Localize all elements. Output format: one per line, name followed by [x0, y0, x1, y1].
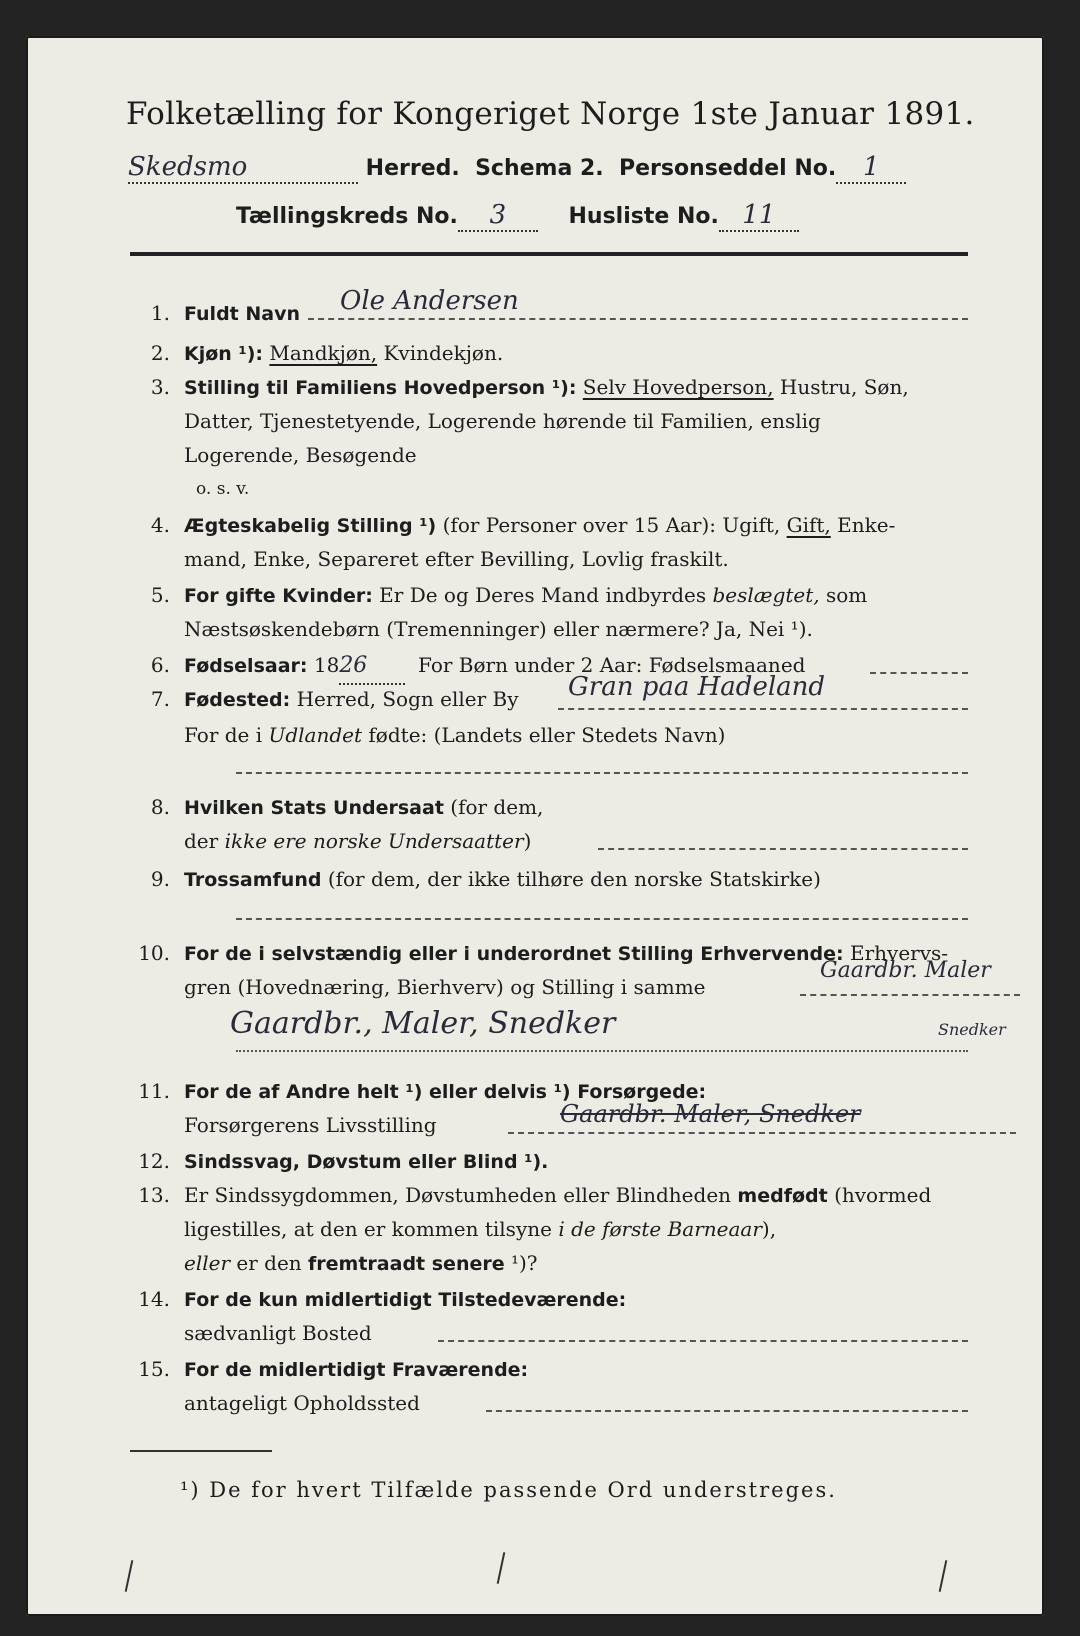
- item-number: 1.: [150, 301, 170, 325]
- occupation-text: Erhvervs-: [850, 941, 949, 965]
- birth-year-prefix: 18: [313, 653, 340, 677]
- gender-male-selected: Mandkjøn,: [269, 341, 378, 365]
- q5-text-2: som: [826, 583, 868, 607]
- occupation-fill-2: [236, 1050, 968, 1052]
- birth-year-value: 26: [339, 649, 405, 685]
- q13-later: fremtraadt senere: [308, 1253, 505, 1275]
- position-options-2: Datter, Tjenestetyende, Logerende hørende til Familien, enslig: [184, 409, 821, 433]
- kreds-line: [236, 200, 799, 232]
- occupation-line2: gren (Hovednæring, Bierhverv) og Stilling i samme: [184, 975, 706, 999]
- item-number: 11.: [138, 1079, 170, 1103]
- personseddel-label: Personseddel No.: [618, 156, 837, 181]
- item-label: Ægteskabelig Stilling ¹): [184, 515, 437, 537]
- herred-value: Skedsmo: [128, 152, 358, 184]
- birthplace-value: Gran paa Hadeland: [568, 672, 826, 702]
- q13-em: i de første Barneaar: [558, 1217, 762, 1241]
- item-label: For de kun midlertidigt Tilstedeværende:: [184, 1289, 627, 1311]
- abode-label: antageligt Opholdssted: [184, 1391, 420, 1415]
- position-selected: Selv Hovedperson,: [582, 375, 774, 399]
- citizenship-text: (for dem,: [450, 795, 544, 819]
- item-label: Kjøn ¹):: [184, 343, 264, 365]
- birth-month-label: For Børn under 2 Aar: Fødselsmaaned: [418, 653, 806, 677]
- item-label: For de af Andre helt ¹) eller delvis ¹) Forsørgede:: [184, 1081, 707, 1103]
- religion-text: (for dem, der ikke tilhøre den norske Statskirke): [327, 867, 821, 891]
- q13-c: er den: [236, 1251, 302, 1275]
- item-label: Stilling til Familiens Hovedperson ¹):: [184, 377, 577, 399]
- abroad-a: For de i: [184, 723, 263, 747]
- supporter-label: Forsørgerens Livsstilling: [184, 1113, 437, 1137]
- citizenship-b: ): [523, 829, 532, 853]
- q5-emphasis: beslægtet,: [712, 583, 820, 607]
- item-label: Hvilken Stats Undersaat: [184, 797, 444, 819]
- occupation-value-1: Gaardbr. Maler: [820, 958, 991, 983]
- q13-d: ¹)?: [510, 1251, 538, 1275]
- supporter-fill: [508, 1132, 1016, 1134]
- birthplace-fill: [558, 708, 968, 710]
- congenital-label: medfødt: [737, 1185, 828, 1207]
- item-number: 14.: [138, 1287, 170, 1311]
- birthplace-text: Herred, Sogn eller By: [296, 687, 519, 711]
- abroad-em: Udlandet: [268, 723, 363, 747]
- item-number: 5.: [150, 583, 170, 607]
- herred-label: Herred.: [365, 156, 460, 181]
- item-label: Trossamfund: [184, 869, 322, 891]
- item-label: Fødselsaar:: [184, 655, 308, 677]
- item-number: 13.: [138, 1183, 170, 1207]
- residence-label: sædvanligt Bosted: [184, 1321, 372, 1345]
- q13-b: ),: [761, 1217, 777, 1241]
- kreds-label: Tællingskreds No.: [236, 204, 458, 229]
- q5-line2: Næstsøskendebørn (Tremenninger) eller nærmere? Ja, Nei ¹).: [184, 617, 813, 641]
- q13-a: ligestilles, at den er kommen tilsyne: [184, 1217, 552, 1241]
- citizenship-a: der: [184, 829, 219, 853]
- occupation-value-3: Snedker: [938, 1020, 1006, 1039]
- position-options: Hustru, Søn,: [779, 375, 909, 399]
- q13-or: eller: [184, 1251, 231, 1275]
- item-label: For gifte Kvinder:: [184, 585, 373, 607]
- item-label: For de midlertidigt Fraværende:: [184, 1359, 529, 1381]
- marital-options: mand, Enke, Separeret efter Bevilling, Lovlig fraskilt.: [184, 547, 729, 571]
- item-number: 12.: [138, 1149, 170, 1173]
- full-name-value: Ole Andersen: [340, 286, 519, 316]
- item-label: For de i selvstændig eller i underordnet Stilling Erhvervende:: [184, 943, 844, 965]
- marital-selected: Gift,: [786, 513, 831, 537]
- abroad-fill: [236, 772, 968, 774]
- kreds-value: 3: [458, 200, 538, 232]
- item-number: 8.: [150, 795, 170, 819]
- header-rule: [130, 252, 968, 256]
- item-number: 4.: [150, 513, 170, 537]
- herred-line: [128, 152, 906, 184]
- birth-month-fill: [870, 672, 968, 674]
- personseddel-value: 1: [836, 152, 906, 184]
- residence-fill: [438, 1340, 968, 1342]
- item-number: 6.: [150, 653, 170, 677]
- item-number: 2.: [150, 341, 170, 365]
- item-label: Sindssvag, Døvstum eller Blind ¹).: [184, 1151, 549, 1173]
- footnote: ¹) De for hvert Tilfælde passende Ord understreges.: [180, 1478, 837, 1502]
- q13-text: (hvormed: [834, 1183, 932, 1207]
- item-label: Fuldt Navn: [184, 303, 301, 325]
- footnote-rule: [130, 1450, 272, 1452]
- abroad-b: fødte: (Landets eller Stedets Navn): [368, 723, 726, 747]
- gender-female: Kvindekjøn.: [383, 341, 504, 365]
- occupation-fill: [800, 994, 1020, 996]
- item-number: 7.: [150, 687, 170, 711]
- abode-fill: [486, 1410, 968, 1412]
- name-fill-line: [308, 318, 968, 320]
- schema-label: Schema 2.: [475, 156, 604, 181]
- marital-text-2: Enke-: [837, 513, 896, 537]
- item-number: 10.: [138, 941, 170, 965]
- position-options-3: Logerende, Besøgende: [184, 443, 417, 467]
- position-etc: o. s. v.: [196, 479, 250, 499]
- item-number: 9.: [150, 867, 170, 891]
- form-title: Folketælling for Kongeriget Norge 1ste Januar 1891.: [126, 96, 975, 132]
- occupation-value-2: Gaardbr., Maler, Snedker: [230, 1006, 616, 1041]
- citizenship-em: ikke ere norske Undersaatter: [224, 829, 524, 853]
- item-label: Fødested:: [184, 689, 291, 711]
- citizenship-fill: [598, 848, 968, 850]
- item-number: 15.: [138, 1357, 170, 1381]
- q5-text: Er De og Deres Mand indbyrdes: [379, 583, 707, 607]
- husliste-value: 11: [719, 200, 799, 232]
- item-label: Er Sindssygdommen, Døvstumheden eller Blindheden: [184, 1183, 732, 1207]
- marital-text: (for Personer over 15 Aar): Ugift,: [442, 513, 781, 537]
- husliste-label: Husliste No.: [568, 204, 719, 229]
- supporter-value: Gaardbr. Maler, Snedker: [560, 1100, 861, 1128]
- item-number: 3.: [150, 375, 170, 399]
- religion-fill: [236, 918, 968, 920]
